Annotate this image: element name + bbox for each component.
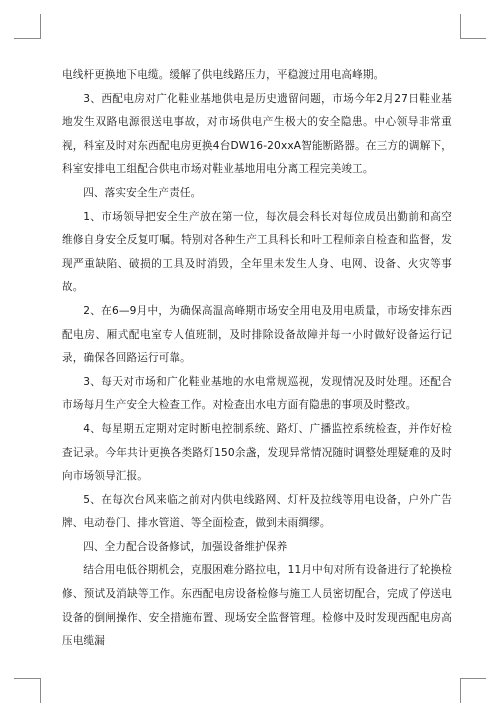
paragraph: 电线杆更换地下电缆。缓解了供电线路压力，平稳渡过用电高峰期。 — [62, 69, 385, 81]
section-heading: 四、落实安全生产责任。 — [83, 186, 202, 199]
section-heading: 四、全力配合设备修试，加强设备维护保养 — [83, 540, 288, 553]
crop-mark-bottom-left-horizontal — [14, 678, 40, 679]
crop-mark-top-right-vertical — [460, 14, 461, 39]
paragraph: 2、在6—9月中，为确保高温高峰期市场安全用电及用电质量，市场安排东西配电房、厢式配电室专人值班制，及时排除设备故障并每一小时做好设备运行记录，确保各回路运行可靠。 — [62, 304, 452, 365]
paragraph: 1、市场领导把安全生产放在第一位，每次晨会科长对每位成员出勤前和高空维修自身安全反复叮嘱。特别对各种生产工具科长和叶工程师亲自检查和监督，发现严重缺陷、破损的工具及时消毁，全年里未发生人身、电网、设备、火灾等事故。 — [62, 210, 452, 294]
paragraph: 4、每星期五定期对定时断电控制系统、路灯、广播监控系统检查，并作好检查记录。今年共计更换各类路灯150余盏，发现异常情况随时调整处理疑难的及时向市场领导汇报。 — [62, 422, 452, 483]
crop-mark-top-left-horizontal — [14, 38, 40, 39]
crop-mark-top-right-horizontal — [460, 38, 486, 39]
crop-mark-top-left-vertical — [40, 14, 41, 39]
crop-mark-bottom-left-vertical — [40, 678, 41, 703]
paragraph: 3、每天对市场和广化鞋业基地的水电常规巡视，发现情况及时处理。还配合市场每月生产安全大检查工作。对检查出水电方面有隐患的事项及时整改。 — [62, 375, 452, 412]
paragraph: 5、在每次台风来临之前对内供电线路网、灯杆及拉线等用电设备，户外广告牌、电动卷门、排水管道、等全面检查，做到未雨绸缪。 — [62, 493, 452, 530]
crop-mark-bottom-right-vertical — [460, 678, 461, 703]
crop-mark-bottom-right-horizontal — [460, 678, 486, 679]
paragraph: 结合用电低谷期机会，克服困难分路拉电，11月中旬对所有设备进行了轮换检修、预试及消缺等工作。东西配电房设备检修与施工人员密切配合，完成了停送电设备的倒闸操作、安全措施布置、现场安全监督管理。检修中及时发现西配电房高压电缆漏 — [62, 564, 452, 648]
paragraph: 3、西配电房对广化鞋业基地供电是历史遗留问题，市场今年2月27日鞋业基地发生双路电源很送电事故，对市场供电产生极大的安全隐患。中心领导非常重视，科室及时对东西配电房更换4台DW16-20xxA智能断路器。在三方的调解下，科室安排电工组配合供电市场对鞋业基地用电分离工程完美竣工。 — [62, 92, 452, 176]
document-body — [62, 64, 452, 654]
